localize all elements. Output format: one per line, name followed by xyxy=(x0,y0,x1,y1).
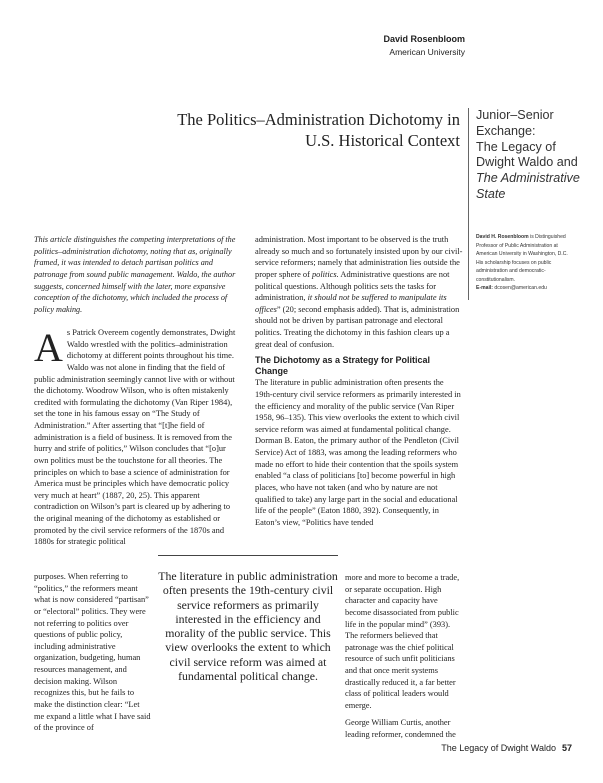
bio-text: is Distinguished Professor of Public Administration at American University in Washington, D.C. His scholarship focuses on public administration and democratic-constitutionalism. xyxy=(476,234,568,283)
column-2-last-paragraph: George William Curtis, another leading reformer, condemned the xyxy=(345,718,456,739)
email-label: E-mail: xyxy=(476,285,493,291)
column-1 xyxy=(34,327,242,548)
series-heading xyxy=(476,108,596,203)
series-subtitle: The Legacy of Dwight Waldo and The Administrative State xyxy=(476,139,580,201)
column-1-body: s Patrick Overeem cogently demonstrates, Dwight Waldo wrestled with the politics–administration dichotomy at different points throughout his time. Waldo was not alone in finding that the field of public administration seemingly cannot live with or without the dichotomy. Woodrow Wilson, who is often mistakenly credited with formulating the dichotomy (Van Riper 1984), set the tone in his famous essay on “The Study of Administration.” After asserting that “[t]he field of administration is a field of business. It is removed from the hurry and strife of politics,” Wilson concludes that “[o]ur own politics must be the touchstone for all theories. The principles on which to base a science of administration for America must be principles which have democratic policy very much at heart” (1887, 20, 25). This apparent contradiction on Wilson’s part is cleared up by adhering to the original meaning of the dichotomy as established or promoted by the civil service reformers of the 1870s and 1880s for strategic political xyxy=(34,328,236,547)
pull-quote: The literature in public administration often presents the 19th-century civil service reformers as primarily interested in the efficiency and morality of the public service. This view overlooks the extent to which civil service reform was aimed at fundamental political change. xyxy=(158,555,338,683)
bio-name: David H. Rosenbloom xyxy=(476,234,529,240)
title-divider xyxy=(468,108,469,300)
column-2-continuation: more and more to become a trade, or separate occupation. High character and capacity have become disassociated from public life in the popular mind” (393). The reformers believed that patronage was the chief political resource of such unfit politicians and that once merit systems drastically reduced it, a far better class of political leaders would emerge. xyxy=(345,573,460,710)
email-address[interactable]: dcosen@american.edu xyxy=(494,285,547,291)
author-name: David Rosenbloom xyxy=(383,34,465,44)
column-1-continuation: purposes. When referring to “politics,” the reformers meant what is now considered “partisan” or “electoral” politics. They were not referring to politics over questions of public policy, including administrative organization, budgeting, human resources management, and decision making. Wilson recognizes this, but he fails to make the distinction clear: “Let me expand a little what I have said of the province of xyxy=(34,572,151,733)
author-bio xyxy=(476,233,572,293)
drop-cap: A xyxy=(34,325,63,370)
column-2 xyxy=(255,234,463,528)
author-affiliation: American University xyxy=(389,47,465,57)
page-footer xyxy=(441,743,572,753)
series-subtitle-italic: The Administrative State xyxy=(476,171,580,201)
article-title: The Politics–Administration Dichotomy in U.S. Historical Context xyxy=(177,110,460,150)
page-number: 57 xyxy=(561,743,572,753)
paragraph: administration. Most important to be observed is the truth already so much and so fortunately insisted upon by our civil-service reformers; namely that administration lies outside the proper sphere of politics. Administrative questions are not political questions. Although politics sets the tasks for administration, it should not be suffered to manipulate its offices” (20; second emphasis added). That is, administration should not be driven by partisan patronage and electoral politics. Treating the dichotomy in this fashion clears up a great deal of confusion. xyxy=(255,235,463,349)
section-heading: The Dichotomy as a Strategy for Political Change xyxy=(255,355,431,377)
paragraph: The literature in public administration often presents the 19th-century civil service reformers as primarily interested in the efficiency and morality of the public service (Van Riper 1958, 96–135). This view overlooks the extent to which civil service reform was aimed at fundamental political change. Dorman B. Eaton, the primary author of the Pendleton (Civil Service) Act of 1883, was among the leading reformers who made no effort to hide their contention that the spoils system enabled “a class of politicians [to] become powerful in high places, who have not taken (and who by nature are not qualified to take) any large part in the social and educational life of the people” (Eaton 1880, 392). Consequently, in Eaton’s view, “Politics have tended xyxy=(255,378,461,527)
running-title: The Legacy of Dwight Waldo xyxy=(441,743,556,753)
series-label: Junior–Senior Exchange: xyxy=(476,108,554,138)
abstract: This article distinguishes the competing interpretations of the politics–administration dichotomy, noting that as, originally framed, it was intended to detach partisan politics and patronage from sound public management. Waldo, the author suggests, concerned himself with the later, more expansive conception of the dichotomy, which included the process of policy making. xyxy=(34,235,236,314)
author-block xyxy=(383,33,465,59)
